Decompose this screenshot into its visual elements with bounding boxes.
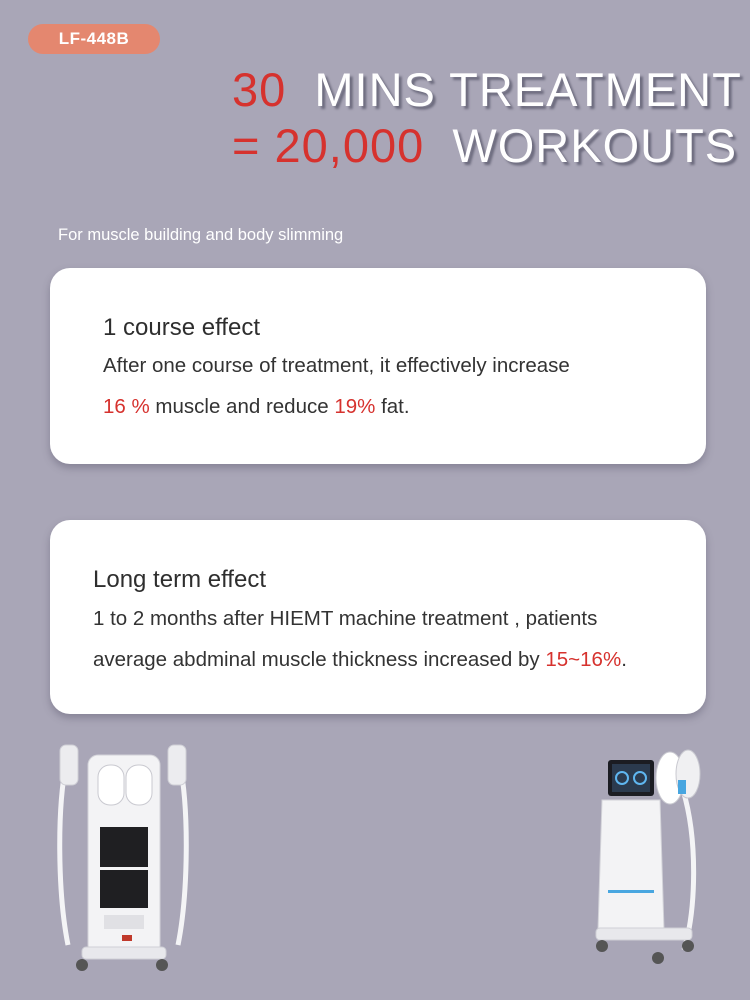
card-text-line: [103, 395, 410, 419]
card-text: muscle and reduce: [149, 395, 335, 418]
card-text: .: [621, 648, 627, 671]
fat-reduction-value: 19%: [334, 395, 376, 418]
headline-workouts: WORKOUTS: [452, 119, 738, 172]
card-text-line: After one course of treatment, it effectively increase: [103, 354, 570, 377]
course-effect-card: [50, 268, 706, 464]
card-text-line: 1 to 2 months after HIEMT machine treatment , patients: [93, 607, 598, 630]
headline: [232, 62, 742, 174]
headline-treatment: MINS TREATMENT: [314, 63, 742, 116]
card-title: Long term effect: [93, 566, 266, 593]
card-text: average abdminal muscle thickness increased by: [93, 648, 546, 671]
long-term-effect-card: [50, 520, 706, 714]
model-badge: LF-448B: [28, 24, 160, 54]
muscle-increase-value: 16 %: [103, 395, 150, 418]
subtitle: For muscle building and body slimming: [58, 226, 344, 244]
card-text: fat.: [375, 395, 410, 418]
machine-back-view-image: [48, 735, 198, 975]
thickness-increase-value: 15~16%: [545, 648, 622, 671]
headline-line-1: [232, 62, 742, 118]
headline-line-2: [232, 118, 742, 174]
machine-front-view-image: [588, 740, 713, 970]
headline-minutes: 30: [232, 63, 287, 116]
card-title: 1 course effect: [103, 314, 260, 341]
headline-workout-count: = 20,000: [232, 119, 425, 172]
card-text-line: [93, 648, 627, 672]
